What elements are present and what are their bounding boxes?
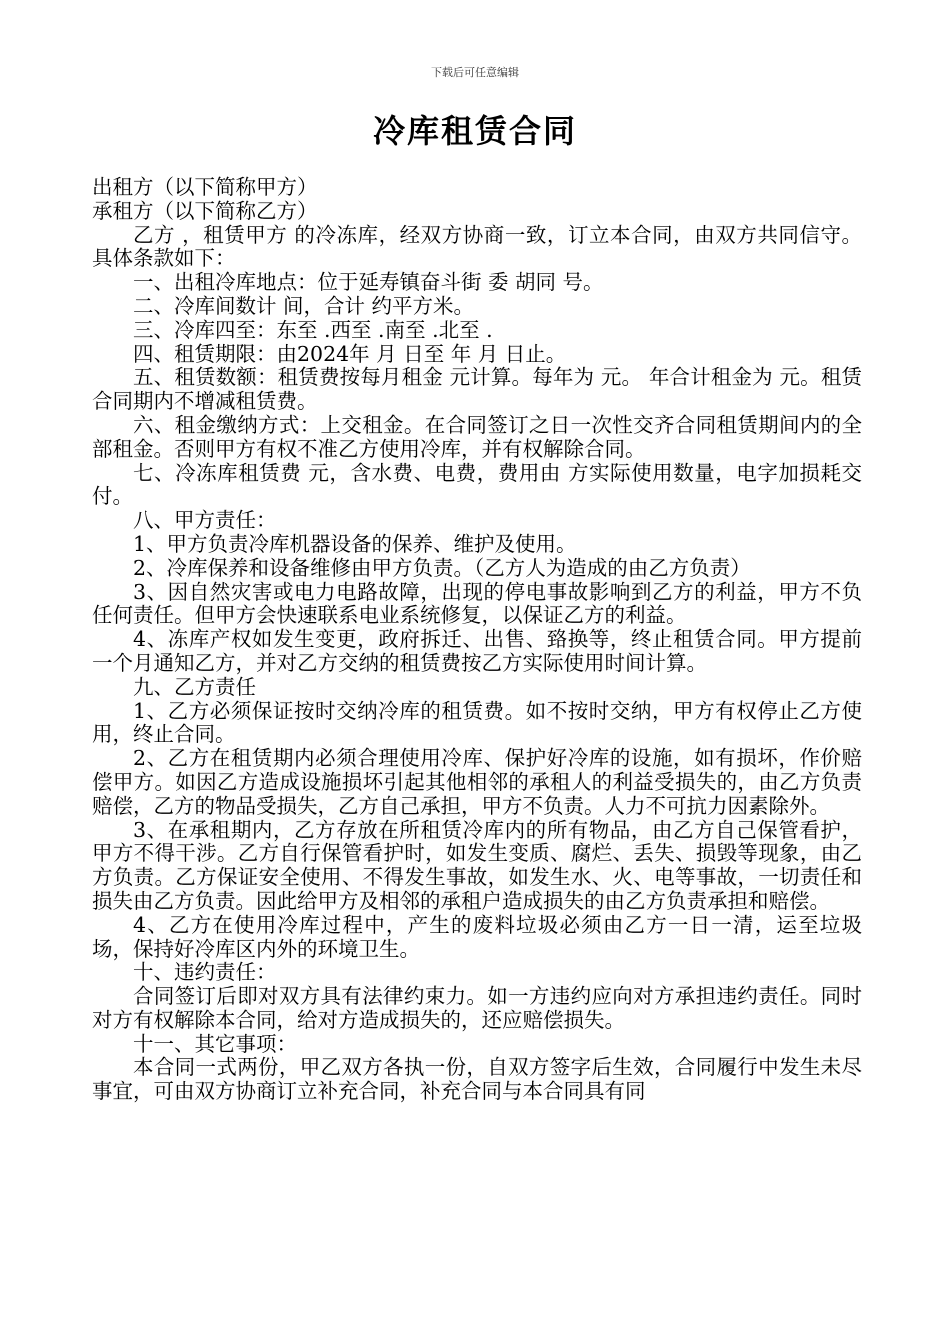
contract-paragraph: 1、乙方必须保证按时交纳冷库的租赁费。如不按时交纳，甲方有权停止乙方使用，终止合同。: [92, 698, 862, 747]
contract-paragraph: 三、冷库四至：东至 .西至 .南至 .北至 .: [133, 317, 493, 342]
contract-paragraph: 4、冻库产权如发生变更，政府拆迁、出售、臵换等，终止租赁合同。甲方提前一个月通知乙方，并对乙方交纳的租赁费按乙方实际使用时间计算。: [92, 627, 862, 675]
contract-paragraph: 2、乙方在租赁期内必须合理使用冷库、保护好冷库的设施，如有损坏，作价赔偿甲方。如因乙方造成设施损坏引起其他相邻的承租人的利益受损失的，由乙方负责赔偿，乙方的物品受损失，乙方自己承担，甲方不负责。人力不可抗力因素除外。: [92, 746, 862, 818]
contract-paragraph: 本合同一式两份，甲乙双方各执一份，自双方签字后生效，合同履行中发生未尽事宜，可由双方协商订立补充合同，补充合同与本合同具有同: [92, 1055, 862, 1104]
contract-paragraph: 九、乙方责任: [133, 674, 256, 699]
contract-paragraph: 3、因自然灾害或电力电路故障，出现的停电事故影响到乙方的利益，甲方不负任何责任。但甲方会快速联系电业系统修复，以保证乙方的利益。: [92, 579, 862, 628]
header-note: 下载后可任意编辑: [431, 66, 519, 79]
contract-paragraph: 二、冷库间数计 间，合计 约平方米。: [133, 293, 475, 318]
contract-paragraph: 4、乙方在使用冷库过程中，产生的废料垃圾必须由乙方一日一清，运至垃圾场，保持好冷库区内外的环境卫生。: [92, 912, 862, 961]
contract-body: [92, 176, 862, 1104]
contract-paragraph: 合同签订后即对双方具有法律约束力。如一方违约应向对方承担违约责任。同时对方有权解除本合同，给对方造成损失的，还应赔偿损失。: [92, 984, 862, 1032]
contract-paragraph: 承租方（以下简称乙方）: [92, 198, 318, 223]
contract-paragraph: 十一、其它事项：: [133, 1031, 297, 1056]
contract-paragraph: 一、出租冷库地点：位于延寿镇奋斗街 委 胡同 号。: [133, 270, 604, 295]
contract-paragraph: 八、甲方责任：: [133, 508, 277, 533]
contract-paragraph: 四、租赁期限：由2024年 月 日至 年 月 日止。: [133, 341, 567, 366]
contract-paragraph: 3、在承租期内，乙方存放在所租赁冷库内的所有物品，由乙方自己保管看护，甲方不得干涉。乙方自行保管看护时，如发生变质、腐烂、丢失、损毁等现象，由乙方负责。乙方保证安全使用、不得发生事故，如发生水、火、电等事故，一切责任和损失由乙方负责。因此给甲方及相邻的承租户造成损失的由乙方负责承担和赔偿。: [92, 817, 862, 913]
contract-paragraph: 十、违约责任：: [133, 960, 277, 985]
contract-paragraph: 2、冷库保养和设备维修由甲方负责。（乙方人为造成的由乙方负责）: [133, 555, 751, 580]
contract-paragraph: 七、冷冻库租赁费 元，含水费、电费，费用由 方实际使用数量，电字加损耗交付。: [92, 460, 862, 509]
contract-paragraph: 五、租赁数额：租赁费按每月租金 元计算。每年为 元。 年合计租金为 元。租赁合同期内不增减租赁费。: [92, 365, 862, 414]
contract-paragraph: 出租方（以下简称甲方）: [92, 175, 318, 199]
document-title: 冷库租赁合同: [372, 112, 577, 150]
contract-paragraph: 1、甲方负责冷库机器设备的保养、维护及使用。: [133, 531, 577, 556]
contract-paragraph: 乙方 ，租赁甲方 的冷冻库，经双方协商一致，订立本合同，由双方共同信守。具体条款如下：: [92, 222, 862, 271]
contract-paragraph: 六、租金缴纳方式：上交租金。在合同签订之日一次性交齐合同租赁期间内的全部租金。否则甲方有权不准乙方使用冷库，并有权解除合同。: [92, 412, 862, 461]
